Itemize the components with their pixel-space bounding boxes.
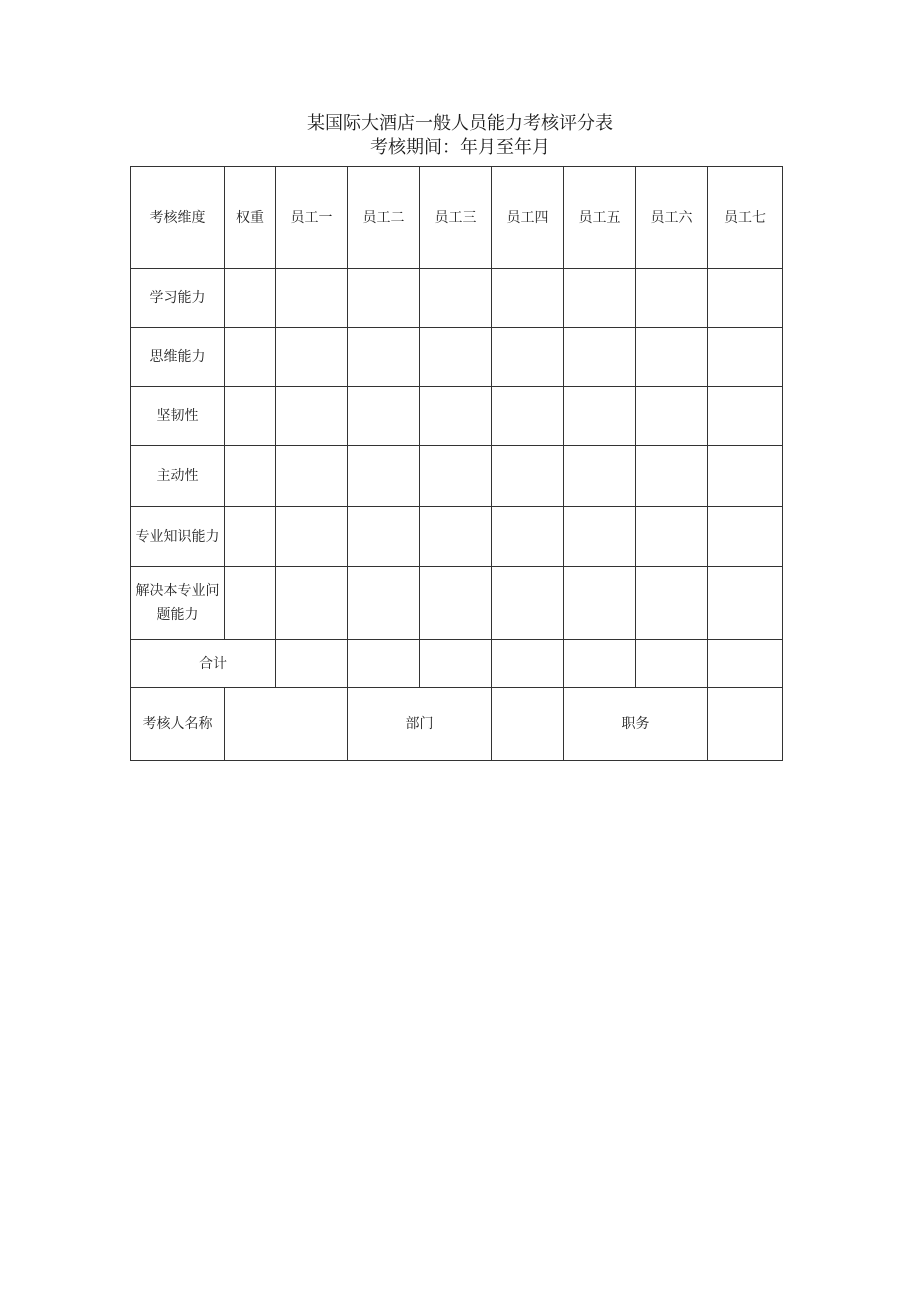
department-label: 部门 [348,688,492,761]
table-row [131,567,783,640]
score-cell[interactable] [276,567,348,640]
score-cell[interactable] [348,567,420,640]
dimension-label: 学习能力 [131,269,225,328]
form-title: 某国际大酒店一般人员能力考核评分表 [307,113,613,134]
score-cell[interactable] [564,507,636,567]
assessor-name-field[interactable] [225,688,348,761]
total-cell[interactable] [348,640,420,688]
score-cell[interactable] [708,446,783,507]
score-cell[interactable] [348,328,420,387]
total-cell[interactable] [492,640,564,688]
score-cell[interactable] [276,387,348,446]
dimension-label: 思维能力 [131,328,225,387]
dimension-label: 坚韧性 [131,387,225,446]
employee-header-3: 员工三 [420,167,492,269]
score-cell[interactable] [348,446,420,507]
score-cell[interactable] [636,269,708,328]
score-cell[interactable] [492,387,564,446]
score-cell[interactable] [636,387,708,446]
score-cell[interactable] [420,446,492,507]
weight-cell[interactable] [225,328,276,387]
score-cell[interactable] [420,567,492,640]
score-cell[interactable] [564,269,636,328]
weight-cell[interactable] [225,567,276,640]
weight-cell[interactable] [225,507,276,567]
employee-header-4: 员工四 [492,167,564,269]
position-label: 职务 [564,688,708,761]
employee-header-1: 员工一 [276,167,348,269]
score-cell[interactable] [492,269,564,328]
dimension-label: 解决本专业问题能力 [131,567,225,640]
total-row [131,640,783,688]
score-cell[interactable] [564,387,636,446]
total-cell[interactable] [708,640,783,688]
score-cell[interactable] [276,328,348,387]
total-cell[interactable] [564,640,636,688]
score-cell[interactable] [708,567,783,640]
department-field[interactable] [492,688,564,761]
score-cell[interactable] [276,446,348,507]
employee-header-7: 员工七 [708,167,783,269]
assessor-label: 考核人名称 [131,688,225,761]
position-field[interactable] [708,688,783,761]
table-row [131,387,783,446]
table-row [131,507,783,567]
score-cell[interactable] [348,269,420,328]
score-cell[interactable] [708,387,783,446]
total-label: 合计 [131,640,276,688]
total-cell[interactable] [636,640,708,688]
table-row [131,328,783,387]
total-cell[interactable] [276,640,348,688]
weight-cell[interactable] [225,387,276,446]
table-row [131,446,783,507]
score-cell[interactable] [564,328,636,387]
score-cell[interactable] [348,387,420,446]
score-cell[interactable] [420,387,492,446]
score-cell[interactable] [420,269,492,328]
header-row [131,167,783,269]
score-cell[interactable] [492,328,564,387]
assessment-table [130,166,783,761]
weight-cell[interactable] [225,269,276,328]
score-cell[interactable] [636,507,708,567]
score-cell[interactable] [636,328,708,387]
score-cell[interactable] [564,567,636,640]
score-cell[interactable] [564,446,636,507]
dimension-header: 考核维度 [131,167,225,269]
dimension-label: 主动性 [131,446,225,507]
score-cell[interactable] [420,328,492,387]
score-cell[interactable] [348,507,420,567]
score-cell[interactable] [708,507,783,567]
employee-header-2: 员工二 [348,167,420,269]
weight-cell[interactable] [225,446,276,507]
score-cell[interactable] [276,269,348,328]
score-cell[interactable] [276,507,348,567]
employee-header-5: 员工五 [564,167,636,269]
score-cell[interactable] [708,328,783,387]
score-cell[interactable] [636,567,708,640]
weight-header: 权重 [225,167,276,269]
total-cell[interactable] [420,640,492,688]
score-cell[interactable] [492,446,564,507]
table-row [131,269,783,328]
assessment-period: 考核期间：年月至年月 [370,137,550,158]
score-cell[interactable] [708,269,783,328]
signature-row [131,688,783,761]
score-cell[interactable] [492,567,564,640]
dimension-label: 专业知识能力 [131,507,225,567]
score-cell[interactable] [492,507,564,567]
score-cell[interactable] [636,446,708,507]
employee-header-6: 员工六 [636,167,708,269]
score-cell[interactable] [420,507,492,567]
